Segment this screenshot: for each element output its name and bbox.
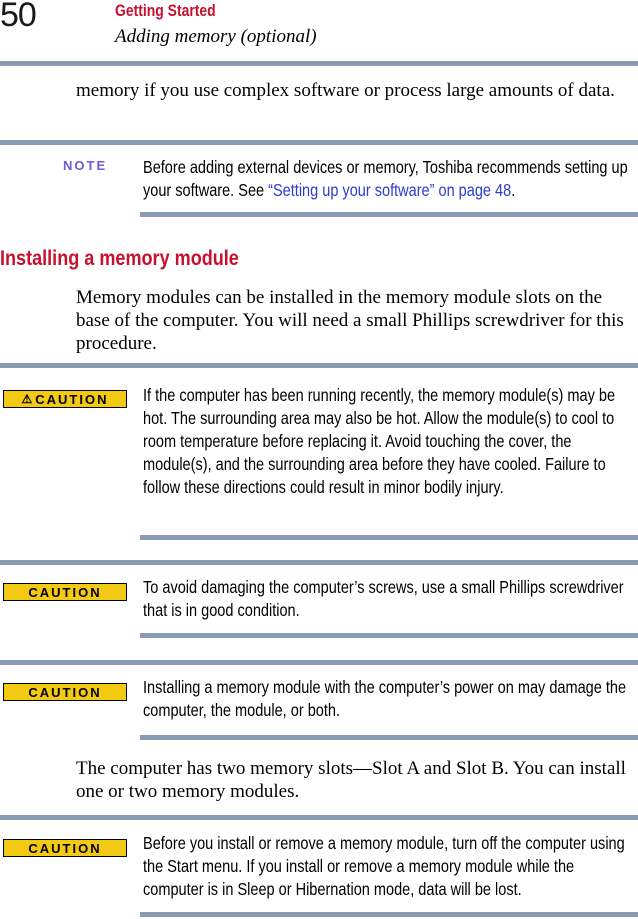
page-number: 50 bbox=[0, 0, 36, 34]
caution1-divider-top bbox=[0, 363, 638, 368]
note-divider-top bbox=[0, 140, 638, 145]
caution-text: To avoid damaging the computer’s screws, use a small Phillips screwdriver that is in good condition. bbox=[143, 577, 624, 620]
section-heading: Installing a memory module bbox=[0, 247, 239, 270]
note-divider-bottom bbox=[140, 212, 638, 217]
install-paragraph: Memory modules can be installed in the memory module slots on the base of the computer. You will need a small Phillips screwdriver for this procedure. bbox=[76, 287, 624, 354]
section-title: Adding memory (optional) bbox=[115, 26, 317, 47]
caution3-divider-bottom bbox=[140, 735, 638, 740]
caution3-divider-top bbox=[0, 660, 638, 665]
header-divider bbox=[0, 61, 638, 66]
caution-badge bbox=[3, 683, 127, 701]
caution-label: CAUTION bbox=[28, 684, 102, 700]
intro-paragraph: memory if you use complex software or process large amounts of data. bbox=[76, 80, 615, 101]
slots-paragraph: The computer has two memory slots—Slot A and Slot B. You can install one or two memory modules. bbox=[76, 758, 626, 802]
chapter-title: Getting Started bbox=[115, 1, 216, 20]
caution1-divider-bottom bbox=[140, 535, 638, 540]
caution-badge bbox=[3, 583, 127, 601]
note-badge: NOTE bbox=[63, 158, 108, 173]
caution4-divider-bottom bbox=[140, 912, 638, 917]
note-body: Before adding external devices or memory, Toshiba recommends setting up your software. See bbox=[143, 157, 628, 200]
caution-label: CAUTION bbox=[28, 584, 102, 600]
caution-label: CAUTION bbox=[35, 391, 109, 407]
caution-badge bbox=[3, 839, 127, 857]
note-tail: . bbox=[511, 180, 516, 200]
note-text bbox=[143, 156, 638, 202]
page-link[interactable]: “Setting up your software” on page 48 bbox=[268, 180, 512, 200]
caution2-divider-top bbox=[0, 560, 638, 565]
caution4-divider-top bbox=[0, 815, 638, 820]
caution-badge bbox=[3, 390, 127, 408]
caution2-divider-bottom bbox=[140, 633, 638, 638]
caution-text: Before you install or remove a memory module, turn off the computer using the Start menu. If you install or remove a memory module while the computer is in Sleep or Hibernation mode, data will be lost. bbox=[143, 833, 625, 899]
caution-text: If the computer has been running recently, the memory module(s) may be hot. The surrounding area may also be hot. Allow the module(s) to cool to room temperature before replacing it. Avoid touching the cover, the module(s), and the surrounding area before they have cooled. Failure to follow these directions could result in minor bodily injury. bbox=[143, 385, 616, 497]
caution-label: CAUTION bbox=[28, 840, 102, 856]
caution-text: Installing a memory module with the computer’s power on may damage the computer, the module, or both. bbox=[143, 677, 627, 720]
warning-triangle-icon: ⚠ bbox=[21, 392, 33, 406]
